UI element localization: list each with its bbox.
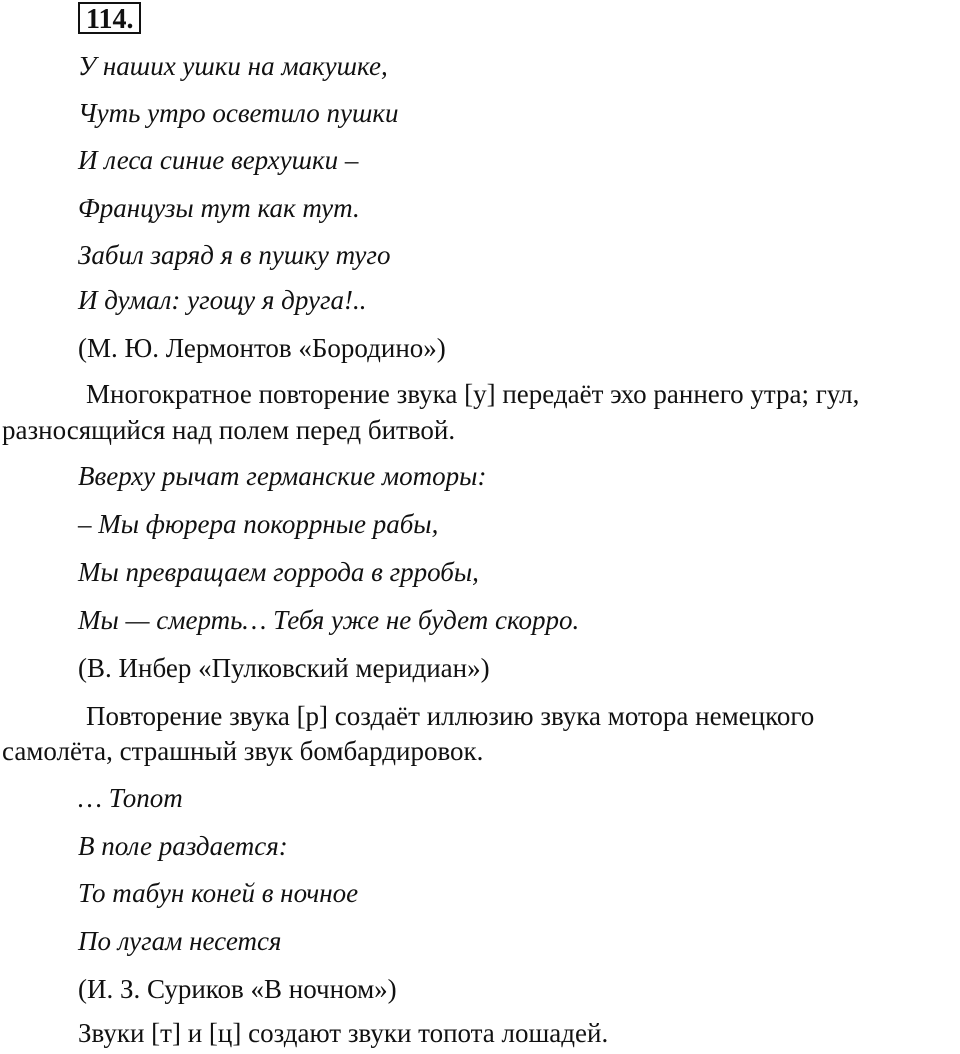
comment-line: Многократное повторение звука [у] передаёт эхо раннего утра; гул, — [86, 379, 860, 409]
verse-line: И леса синие верхушки – — [78, 145, 359, 175]
comment-line: Повторение звука [р] создаёт иллюзию звука мотора немецкого — [86, 701, 815, 731]
verse-line: То табун коней в ночное — [78, 878, 359, 908]
source-citation: (М. Ю. Лермонтов «Бородино») — [78, 333, 446, 363]
comment-line: Звуки [т] и [ц] создают звуки топота лошадей. — [78, 1018, 609, 1048]
verse-line: … Топот — [78, 783, 183, 813]
task-number: 114. — [78, 2, 141, 34]
verse-line: Мы превращаем горрода в грробы, — [78, 557, 479, 587]
comment-line: разносящийся над полем перед битвой. — [2, 415, 456, 445]
source-citation: (В. Инбер «Пулковский меридиан») — [78, 653, 490, 683]
verse-line: Мы — смерть… Тебя уже не будет скорро. — [78, 605, 580, 635]
verse-line: У наших ушки на макушке, — [78, 51, 388, 81]
verse-line: Забил заряд я в пушку туго — [78, 240, 391, 270]
comment-line: самолёта, страшный звук бомбардировок. — [2, 736, 484, 766]
verse-line: По лугам несется — [78, 926, 282, 956]
verse-line: Французы тут как тут. — [78, 193, 360, 223]
source-citation: (И. З. Суриков «В ночном») — [78, 974, 397, 1004]
verse-line: В поле раздается: — [78, 831, 288, 861]
verse-line: Чуть утро осветило пушки — [78, 98, 399, 128]
verse-line: Вверху рычат германские моторы: — [78, 461, 487, 491]
verse-line: – Мы фюрера покоррные рабы, — [78, 509, 439, 539]
verse-line: И думал: угощу я друга!.. — [78, 285, 367, 315]
